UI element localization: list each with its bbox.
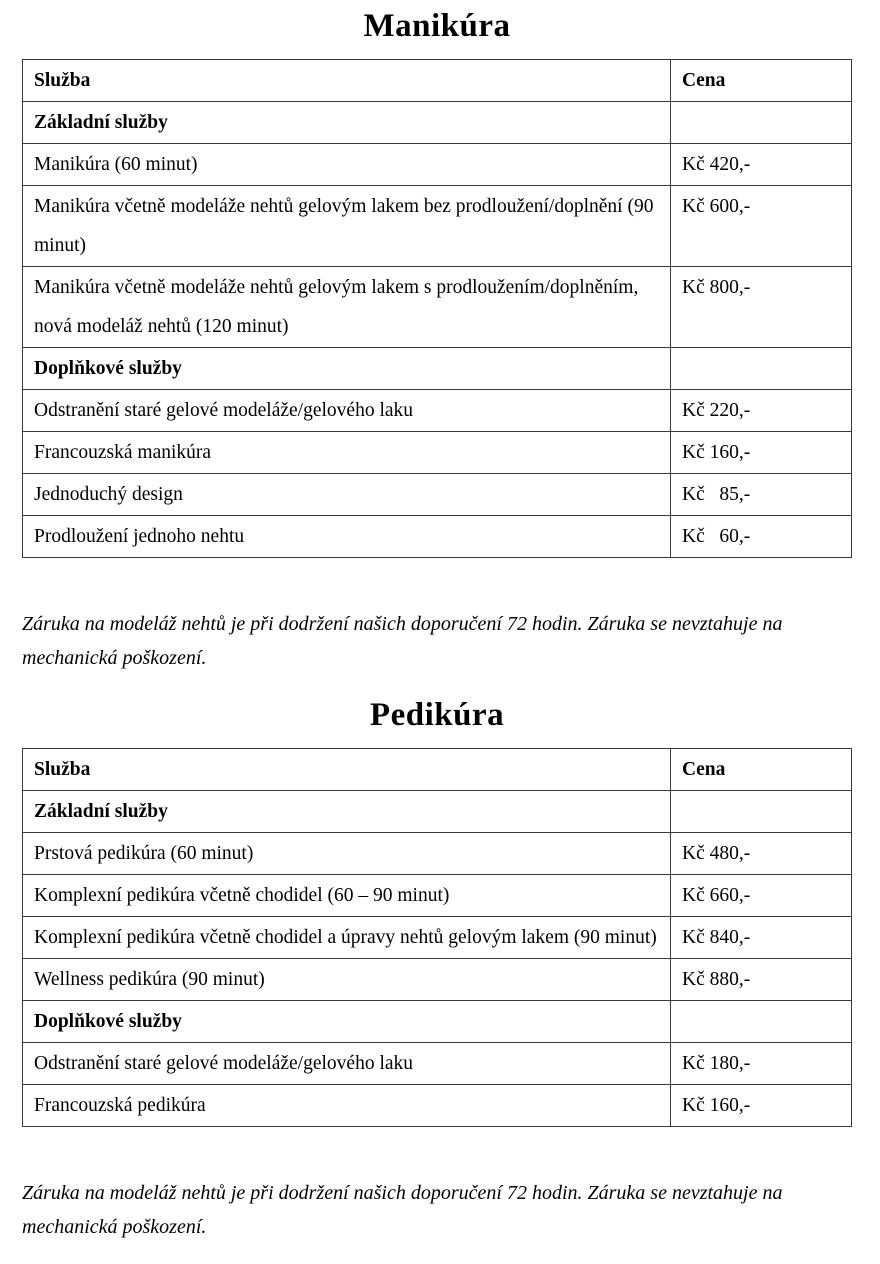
column-header-price: Cena — [671, 60, 852, 102]
service-cell: Prstová pedikúra (60 minut) — [23, 833, 671, 875]
price-cell: Kč 880,- — [671, 959, 852, 1001]
section-row — [23, 348, 852, 390]
table-row — [23, 917, 852, 959]
service-cell: Základní služby — [23, 791, 671, 833]
manikura-title: Manikúra — [363, 8, 511, 44]
price-cell: Kč 800,- — [671, 267, 852, 348]
header-row — [23, 60, 852, 102]
price-cell — [671, 791, 852, 833]
pedikura-table-header — [23, 749, 852, 791]
price-cell: Kč 840,- — [671, 917, 852, 959]
header-row — [23, 749, 852, 791]
service-cell: Manikúra (60 minut) — [23, 144, 671, 186]
table-row — [23, 959, 852, 1001]
service-cell: Wellness pedikúra (90 minut) — [23, 959, 671, 1001]
table-row — [23, 474, 852, 516]
price-cell — [671, 1001, 852, 1043]
service-cell: Jednoduchý design — [23, 474, 671, 516]
price-cell: Kč 220,- — [671, 390, 852, 432]
manikura-warranty-note: Záruka na modeláž nehtů je při dodržení našich doporučení 72 hodin. Záruka se nevztahuje na mechanická poškození. — [22, 613, 783, 669]
price-cell: Kč 660,- — [671, 875, 852, 917]
service-cell: Manikúra včetně modeláže nehtů gelovým lakem s prodloužením/doplněním, nová modeláž nehtů (120 minut) — [23, 267, 671, 348]
service-cell: Komplexní pedikúra včetně chodidel a úpravy nehtů gelovým lakem (90 minut) — [23, 917, 671, 959]
price-cell: Kč 480,- — [671, 833, 852, 875]
pedikura-warranty-note: Záruka na modeláž nehtů je při dodržení našich doporučení 72 hodin. Záruka se nevztahuje na mechanická poškození. — [22, 1182, 783, 1238]
service-cell: Komplexní pedikúra včetně chodidel (60 – 90 minut) — [23, 875, 671, 917]
manikura-price-table — [22, 59, 852, 558]
column-header-service: Služba — [23, 60, 671, 102]
price-cell: Kč 160,- — [671, 432, 852, 474]
column-header-service: Služba — [23, 749, 671, 791]
service-cell: Základní služby — [23, 102, 671, 144]
service-cell: Manikúra včetně modeláže nehtů gelovým lakem bez prodloužení/doplnění (90 minut) — [23, 186, 671, 267]
price-cell: Kč 60,- — [671, 516, 852, 558]
manikura-table-body — [23, 102, 852, 558]
table-row — [23, 144, 852, 186]
pedikura-table-body — [23, 791, 852, 1127]
section-row — [23, 1001, 852, 1043]
table-row — [23, 390, 852, 432]
table-row — [23, 186, 852, 267]
service-cell: Francouzská manikúra — [23, 432, 671, 474]
pedikura-price-table — [22, 748, 852, 1127]
service-cell: Francouzská pedikúra — [23, 1085, 671, 1127]
pedikura-title: Pedikúra — [369, 697, 505, 734]
price-cell — [671, 102, 852, 144]
manikura-table-header — [23, 60, 852, 102]
section-row — [23, 102, 852, 144]
service-cell: Doplňkové služby — [23, 1001, 671, 1043]
table-row — [23, 1043, 852, 1085]
service-cell: Odstranění staré gelové modeláže/gelového laku — [23, 1043, 671, 1085]
table-row — [23, 833, 852, 875]
service-cell: Doplňkové služby — [23, 348, 671, 390]
service-cell: Prodloužení jednoho nehtu — [23, 516, 671, 558]
section-row — [23, 791, 852, 833]
table-row — [23, 516, 852, 558]
price-cell — [671, 348, 852, 390]
table-row — [23, 432, 852, 474]
table-row — [23, 875, 852, 917]
price-cell: Kč 85,- — [671, 474, 852, 516]
service-cell: Odstranění staré gelové modeláže/gelového laku — [23, 390, 671, 432]
table-row — [23, 267, 852, 348]
table-row — [23, 1085, 852, 1127]
price-cell: Kč 160,- — [671, 1085, 852, 1127]
price-cell: Kč 420,- — [671, 144, 852, 186]
price-cell: Kč 600,- — [671, 186, 852, 267]
price-cell: Kč 180,- — [671, 1043, 852, 1085]
column-header-price: Cena — [671, 749, 852, 791]
